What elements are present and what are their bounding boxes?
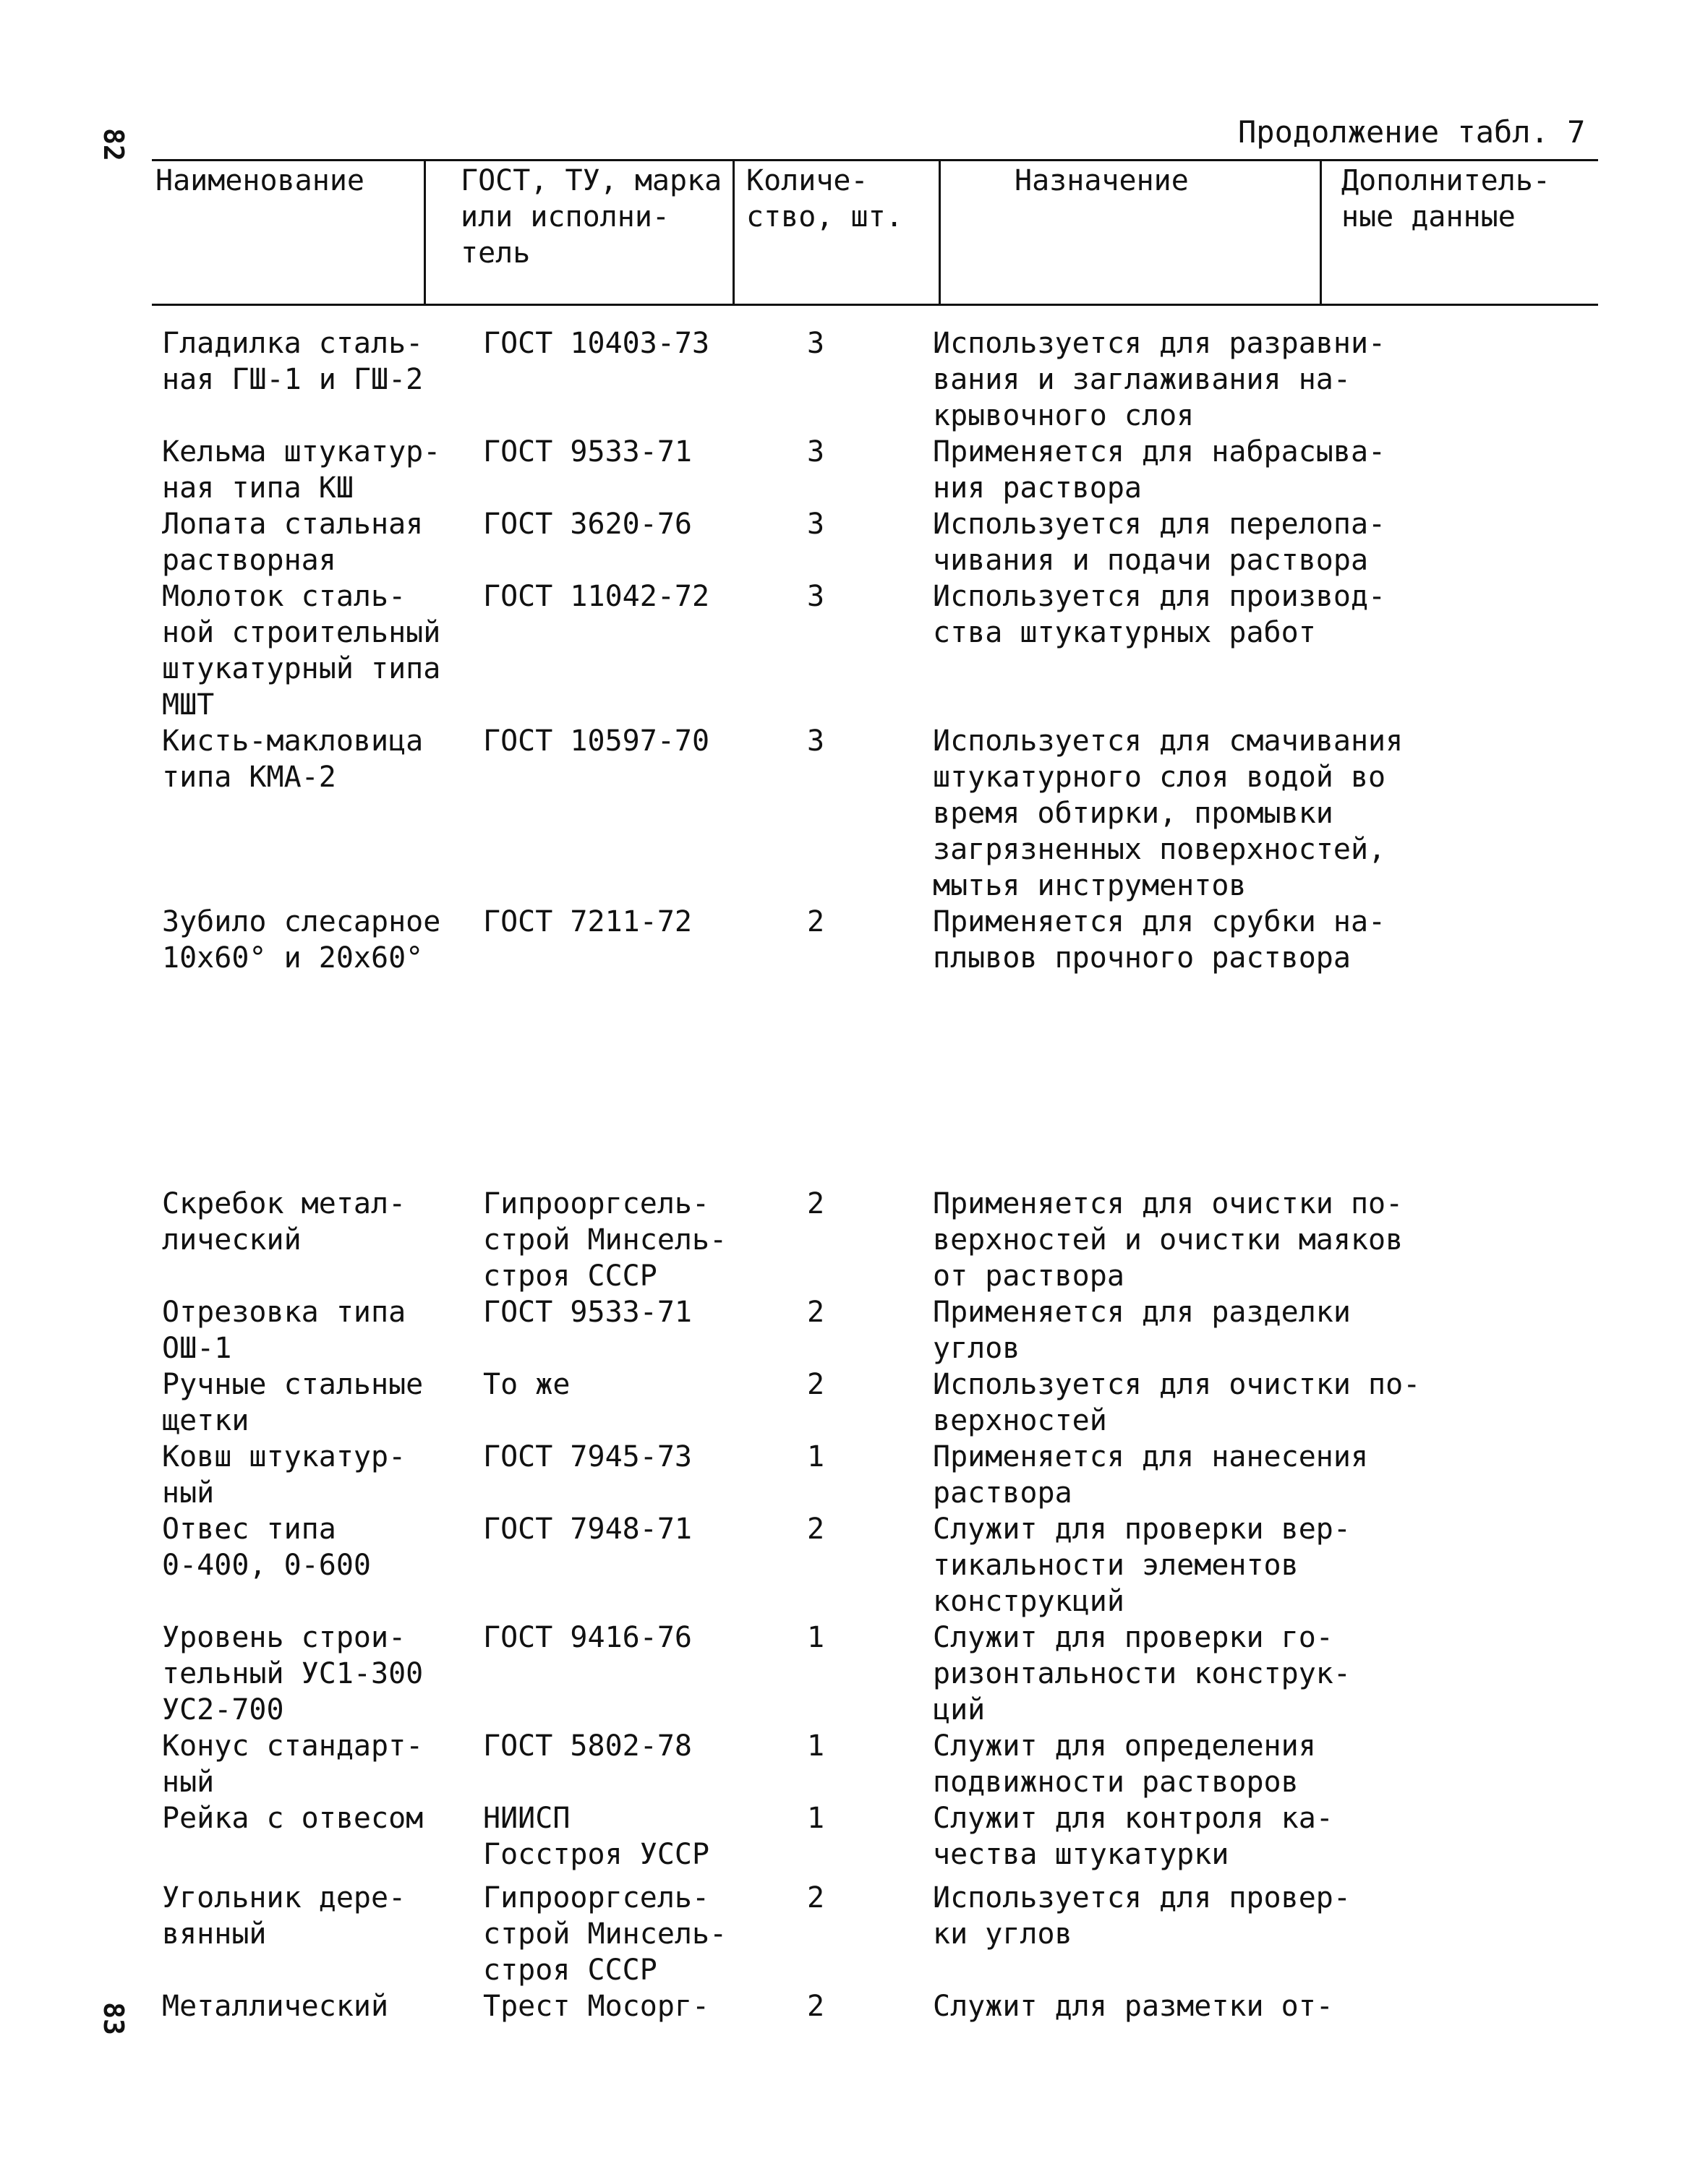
row-3-qty: 3 [807,580,825,613]
row-13-gost: НИИСП Госстроя УССР [483,1802,710,1871]
row-9-gost: ГОСТ 7945-73 [483,1440,692,1473]
row-11-gost: ГОСТ 9416-76 [483,1621,692,1654]
row-5-purpose: Применяется для срубки на- плывов прочного раствора [933,905,1386,975]
header-purpose: Назначение [1015,164,1189,197]
page-number-top: 82 [97,128,129,161]
row-8-purpose: Используется для очистки по- верхностей [933,1368,1421,1437]
row-4-name: Кисть-макловица типа КМА-2 [162,724,424,794]
row-9-name: Ковш штукатур- ный [162,1440,406,1510]
row-5-qty: 2 [807,905,825,938]
row-8-name: Ручные стальные щетки [162,1368,424,1437]
header-top-rule [152,159,1598,161]
row-12-name: Конус стандарт- ный [162,1729,424,1799]
row-7-purpose: Применяется для разделки углов [933,1296,1351,1365]
row-10-purpose: Служит для проверки вер- тикальности элементов конструкций [933,1513,1351,1618]
row-10-gost: ГОСТ 7948-71 [483,1513,692,1546]
row-0-purpose: Используется для разравни- вания и заглаживания на- крывочного слоя [933,327,1386,432]
row-8-gost: То же [483,1368,571,1401]
row-15-purpose: Служит для разметки от- [933,1990,1333,2023]
row-4-purpose: Используется для смачивания штукатурного слоя водой во время обтирки, промывки загрязненных поверхностей, мытья инструментов [933,724,1404,902]
row-7-qty: 2 [807,1296,825,1329]
header-gost: ГОСТ, ТУ, марка или исполни- тель [461,164,722,270]
page-number-bottom: 83 [97,2002,129,2035]
row-2-qty: 3 [807,508,825,541]
row-9-purpose: Применяется для нанесения раствора [933,1440,1369,1510]
row-6-gost: Гипрооргсель- строй Минсель- строя СССР [483,1187,727,1293]
row-4-qty: 3 [807,724,825,758]
row-5-gost: ГОСТ 7211-72 [483,905,692,938]
row-15-gost: Трест Мосорг- [483,1990,710,2023]
row-13-name: Рейка с отвесом [162,1802,424,1835]
row-10-qty: 2 [807,1513,825,1546]
row-1-qty: 3 [807,435,825,469]
row-3-purpose: Используется для производ- ства штукатурных работ [933,580,1386,649]
row-11-qty: 1 [807,1621,825,1654]
col-divider-4 [1320,161,1322,304]
row-3-gost: ГОСТ 11042-72 [483,580,710,613]
row-12-gost: ГОСТ 5802-78 [483,1729,692,1763]
header-additional: Дополнитель- ные данные [1341,164,1550,234]
row-14-qty: 2 [807,1881,825,1915]
row-3-name: Молоток сталь- ной строительный штукатурный типа МШТ [162,580,441,722]
table-caption: Продолжение табл. 7 [1238,114,1586,150]
row-6-qty: 2 [807,1187,825,1220]
row-2-purpose: Используется для перелопа- чивания и подачи раствора [933,508,1386,577]
row-13-qty: 1 [807,1802,825,1835]
row-14-name: Угольник дере- вянный [162,1881,406,1951]
row-12-qty: 1 [807,1729,825,1763]
row-12-purpose: Служит для определения подвижности растворов [933,1729,1316,1799]
row-5-name: Зубило слесарное 10х60° и 20х60° [162,905,441,975]
row-13-purpose: Служит для контроля ка- чества штукатурки [933,1802,1333,1871]
row-14-gost: Гипрооргсель- строй Минсель- строя СССР [483,1881,727,1987]
row-11-name: Уровень строи- тельный УС1-300 УС2-700 [162,1621,424,1727]
row-15-qty: 2 [807,1990,825,2023]
row-1-name: Кельма штукатур- ная типа КШ [162,435,441,505]
row-2-gost: ГОСТ 3620-76 [483,508,692,541]
col-divider-1 [424,161,426,304]
row-4-gost: ГОСТ 10597-70 [483,724,710,758]
row-6-name: Скребок метал- лический [162,1187,406,1257]
header-quantity: Количе- ство, шт. [746,164,903,234]
row-10-name: Отвес типа 0-400, 0-600 [162,1513,371,1582]
row-7-gost: ГОСТ 9533-71 [483,1296,692,1329]
col-divider-3 [939,161,941,304]
header-bottom-rule [152,304,1598,306]
row-11-purpose: Служит для проверки го- ризонтальности конструк- ций [933,1621,1351,1727]
row-6-purpose: Применяется для очистки по- верхностей и очистки маяков от раствора [933,1187,1404,1293]
header-name: Наименование [155,164,364,197]
row-7-name: Отрезовка типа ОШ-1 [162,1296,406,1365]
row-14-purpose: Используется для провер- ки углов [933,1881,1351,1951]
row-0-name: Гладилка сталь- ная ГШ-1 и ГШ-2 [162,327,424,396]
row-9-qty: 1 [807,1440,825,1473]
row-0-gost: ГОСТ 10403-73 [483,327,710,360]
row-1-gost: ГОСТ 9533-71 [483,435,692,469]
row-15-name: Металлический [162,1990,389,2023]
row-1-purpose: Применяется для набрасыва- ния раствора [933,435,1386,505]
col-divider-2 [733,161,735,304]
row-2-name: Лопата стальная растворная [162,508,424,577]
row-0-qty: 3 [807,327,825,360]
row-8-qty: 2 [807,1368,825,1401]
